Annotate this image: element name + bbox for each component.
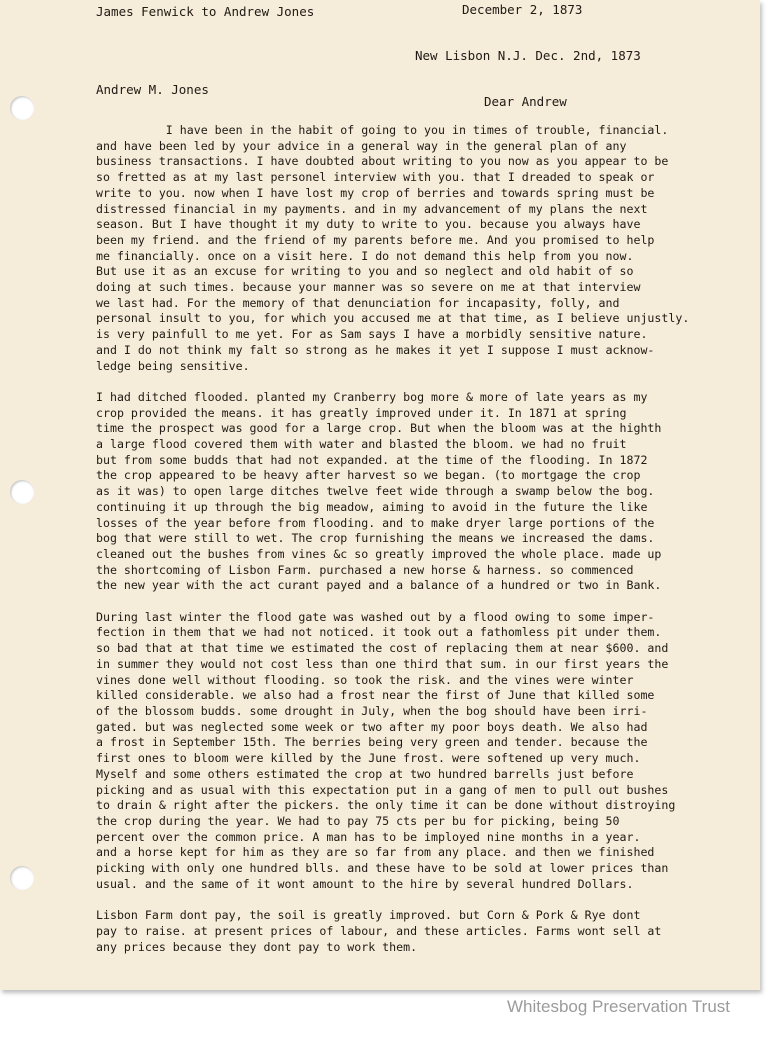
punch-hole [10, 866, 34, 890]
punch-hole [10, 480, 34, 504]
letter-addressee: Andrew M. Jones [96, 82, 209, 97]
letter-dateline: New Lisbon N.J. Dec. 2nd, 1873 [415, 48, 641, 63]
letter-paragraph: During last winter the flood gate was washed out by a flood owing to some imper- fection in them that we had not noticed. it took out a fathomless pit under them. so bad that at that time we estimated the cost of replacing them at near $600. and in summer they would not cost less than one third that sum. in our first years the vines done well without flooding. so took the risk. and the vines were winter killed considerable. we also had a frost near the first of June that killed some of the blossom budds. some drought in July, when the bog should have been irri- gated. but was neglected some week or two after my poor boys death. We also had a frost in September 15th. The berries being very green and tender. because the first ones to bloom were killed by the June frost. were softened up very much. Myself and some others estimated the crop at two hundred barrells just before picking and as usual with this expectation put in a gang of men to pull out bushes to drain & right after the pickers. the only time it can be done without distroying the crop during the year. We had to pay 75 cts per bu for picking, being 50 percent over the common price. A man has to be imployed nine months in a year. and a horse kept for him as they are so far from any place. and then we finished picking with only one hundred blls. and these have to be sold at lower prices than usual. and the same of it wont amount to the hire by several hundred Dollars. [96, 609, 676, 891]
letter-paragraph: I have been in the habit of going to you in times of trouble, financial. and have been led by your advice in a general way in the general plan of any business transactions. I have doubted about writing to you now as you appear to be so fretted as at my last personel interview with you. that I dreaded to speak or write to you. now when I have lost my crop of berries and towards spring must be distressed financial in my payments. and in my advancement of my plans the next season. But I have thought it my duty to write to you. because you always have been my friend. and the friend of my parents before me. And you promised to help me financially. once on a visit here. I do not demand this help from you now. But use it as an excuse for writing to you and so neglect and old habit of so doing at such times. because your manner was so severe on me at that interview we last had. For the memory of that denunciation for incapasity, folly, and personal insult to you, for which you accused me at that time, as I believe unjustly. is very painfull to me yet. For as Sam says I have a morbidly sensitive nature. and I do not think my falt so strong as he makes it yet I suppose I must acknow- ledge being sensitive. [96, 123, 690, 373]
letter-paragraph: Lisbon Farm dont pay, the soil is greatly improved. but Corn & Pork & Rye dont pay to raise. at present prices of labour, and these articles. Farms wont sell at any prices because they dont pay to work them. [96, 908, 662, 954]
watermark-text: Whitesbog Preservation Trust [507, 997, 730, 1016]
punch-hole [10, 96, 34, 120]
letter-salutation: Dear Andrew [484, 94, 567, 109]
letter-header-date: December 2, 1873 [462, 2, 583, 17]
letter-body [96, 123, 746, 971]
letter-paragraph: I had ditched flooded. planted my Cranberry bog more & more of late years as my crop provided the means. it has greatly improved under it. In 1871 at spring time the prospect was good for a large crop. But when the bloom was at the highth a large flood covered them with water and blasted the bloom. we had no fruit but from some budds that had not expanded. at the time of the flooding. In 1872 the crop appeared to be heavy after harvest so we began. (to mortgage the crop as it was) to open large ditches twelve feet wide through a swamp below the bog. continuing it up through the big meadow, aiming to avoid in the future the like losses of the year before from flooding. and to make dryer large portions of the bog that were still to wet. The crop furnishing the means we increased the dams. cleaned out the bushes from vines &c so greatly improved the whole place. made up the shortcoming of Lisbon Farm. purchased a new horse & harness. so commenced the new year with the act curant payed and a balance of a hundred or two in Bank. [96, 389, 662, 593]
letter-header-title: James Fenwick to Andrew Jones [96, 4, 315, 19]
